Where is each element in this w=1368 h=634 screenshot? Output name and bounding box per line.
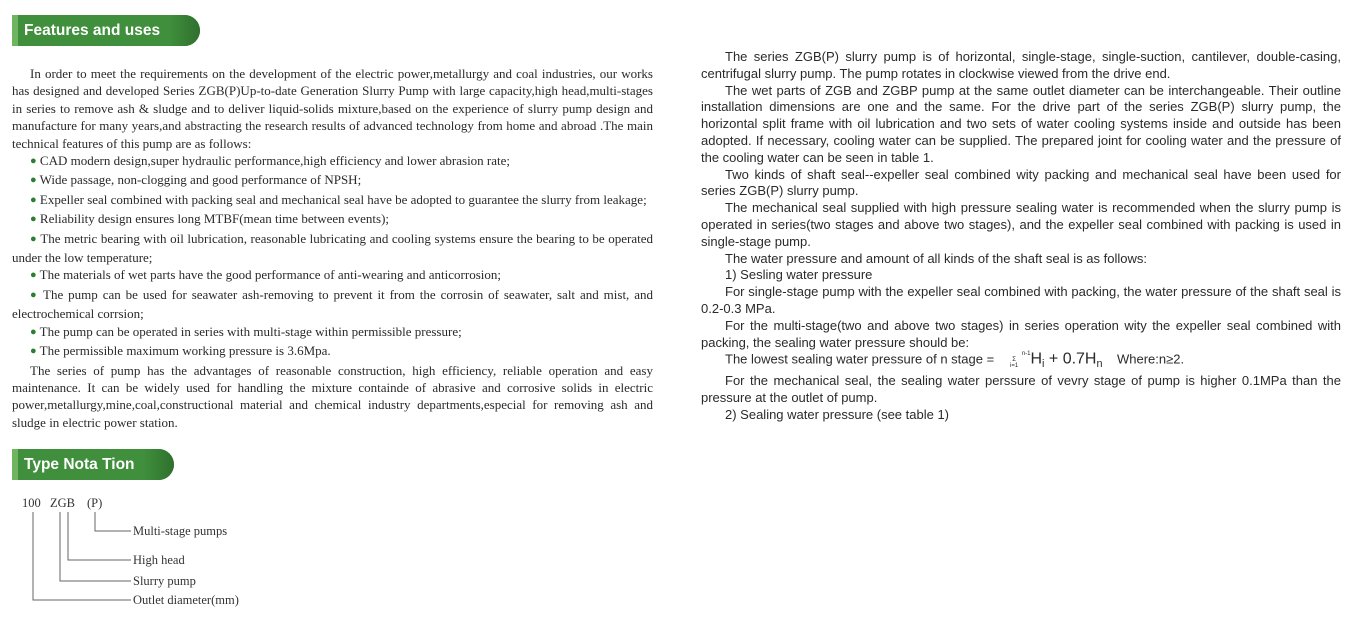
type-notation-section-header (12, 449, 174, 480)
code-series: ZGB (50, 496, 75, 510)
bullet-item: ● Wide passage, non-clogging and good performance of NPSH; (30, 172, 362, 188)
subheading: 1) Sesling water pressure (725, 267, 873, 283)
bullet-dot-icon: ● (30, 288, 39, 301)
bullet-item: ● The permissible maximum working pressure is 3.6Mpa. (30, 343, 331, 359)
label-slurry-pump: Slurry pump (133, 574, 196, 588)
line-head (68, 512, 131, 560)
features-section-header (12, 15, 200, 46)
code-number: 100 (22, 496, 41, 510)
intro-paragraph: In order to meet the requirements on the development of the electric power,metallurgy and coal industries, our works has designed and developed Series ZGB(P)Up-to-date Generation Slurry Pump with large capacity,high head,multi-stages in series to remove ash & sludge and to deliver liquid-solids mixture,based on the experience of slurry pump design and manufacture for many years,and abstracting the research results of advanced technology from home and abroad .The main technical features of this pump are as follows: (12, 66, 653, 151)
bullet-dot-icon: ● (30, 155, 37, 168)
type-notation-diagram (0, 490, 400, 620)
bullet-item: ● Reliability design ensures long MTBF(mean time between events); (30, 211, 390, 227)
bullet-dot-icon: ● (30, 269, 37, 282)
formula-line: The lowest sealing water pressure of n stage = n-1 Σ i=1 $H_i + 0.7H_n$ Where:n≥2. (725, 350, 1185, 371)
code-suffix: (P) (87, 496, 103, 510)
paragraph: For the multi-stage(two and above two stages) in series operation wity the expeller seal combined with packing, the sealing water pressure should be: (701, 317, 1341, 350)
bullet-item: ● The pump can be used for seawater ash-removing to prevent it from the corrosin of seawater, salt and mist, and electrochemical corrsion; (12, 286, 654, 322)
bullet-dot-icon: ● (30, 325, 37, 338)
label-high-head: High head (133, 553, 185, 567)
paragraph: The mechanical seal supplied with high pressure sealing water is recommended when the slurry pump is operated in series(two stages and above two stages), and the expeller seal combined with packing is used in single-stage pump. (701, 200, 1341, 249)
type-notation-title: Type Nota Tion (24, 456, 135, 473)
bullet-item: ● The materials of wet parts have the good performance of anti-wearing and anticorrosion; (30, 267, 501, 283)
line-outlet (33, 512, 131, 600)
paragraph: The series ZGB(P) slurry pump is of horizontal, single-stage, single-suction, cantilever, double-casing, centrifugal slurry pump. The pump rotates in clockwise viewed from the drive end. (701, 49, 1341, 81)
subheading: 2) Sealing water pressure (see table 1) (725, 406, 950, 422)
closing-paragraph: The series of pump has the advantages of reasonable construction, high efficiency, reliable operation and easy maintenance. It can be widely used for handling the mixture containde of abrasive and corrosive solids in electric power,metallurgy,mine,coal,constructional material and chemical industry departments,especial for removing ash and sludge in electric power station. (12, 362, 653, 430)
label-multi-stage: Multi-stage pumps (133, 524, 228, 538)
bullet-dot-icon: ● (30, 232, 37, 245)
features-title: Features and uses (24, 22, 161, 39)
bullet-dot-icon: ● (30, 193, 37, 206)
bullet-item: ● The pump can be operated in series with multi-stage within permissible pressure; (30, 323, 462, 339)
bullet-item: ● Expeller seal combined with packing seal and mechanical seal have be adopted to guarantee the slurry from leakage; (30, 191, 647, 207)
paragraph: The wet parts of ZGB and ZGBP pump at the same outlet diameter can be interchangeable. Their outline installation dimensions are one and the same. For the drive part of the series ZGB(P) slurry pump, the horizontal split frame with oil lubrication and two sets of water cooling systems inside and outside has been adopted. If necessary, cooling water can be supplied. The prepared joint for cooling water and the pressure of the cooling water can be seen in table 1. (701, 82, 1341, 165)
features-text-block (12, 65, 653, 431)
header-stripe (170, 15, 178, 46)
bullet-item: ● CAD modern design,super hydraulic performance,high efficiency and lower abrasion rate; (30, 153, 511, 169)
paragraph: For single-stage pump with the expeller seal combined with packing, the water pressure of the shaft seal is 0.2-0.3 MPa. (701, 284, 1341, 316)
paragraph: For the mechanical seal, the sealing water perssure of vevry stage of pump is higher 0.1MPa than the pressure at the outlet of pump. (701, 373, 1341, 405)
bullet-dot-icon: ● (30, 174, 37, 187)
bullet-dot-icon: ● (30, 213, 37, 226)
pump-description-block (701, 49, 1341, 424)
bullet-item: ● The metric bearing with oil lubrication, reasonable lubricating and cooling systems ensure the bearing to be operated under the low temperature; (12, 230, 653, 266)
paragraph: Two kinds of shaft seal--expeller seal combined wity packing and mechanical seal have been used for series ZGB(P) slurry pump. (701, 166, 1341, 199)
label-outlet-diameter: Outlet diameter(mm) (133, 593, 239, 607)
paragraph: The water pressure and amount of all kinds of the shaft seal is as follows: (725, 250, 1147, 266)
line-multi (95, 512, 131, 531)
header-stripe (144, 449, 152, 480)
sum-fraction: n-1 Σ i=1 (1010, 351, 1031, 370)
bullet-dot-icon: ● (30, 345, 37, 358)
